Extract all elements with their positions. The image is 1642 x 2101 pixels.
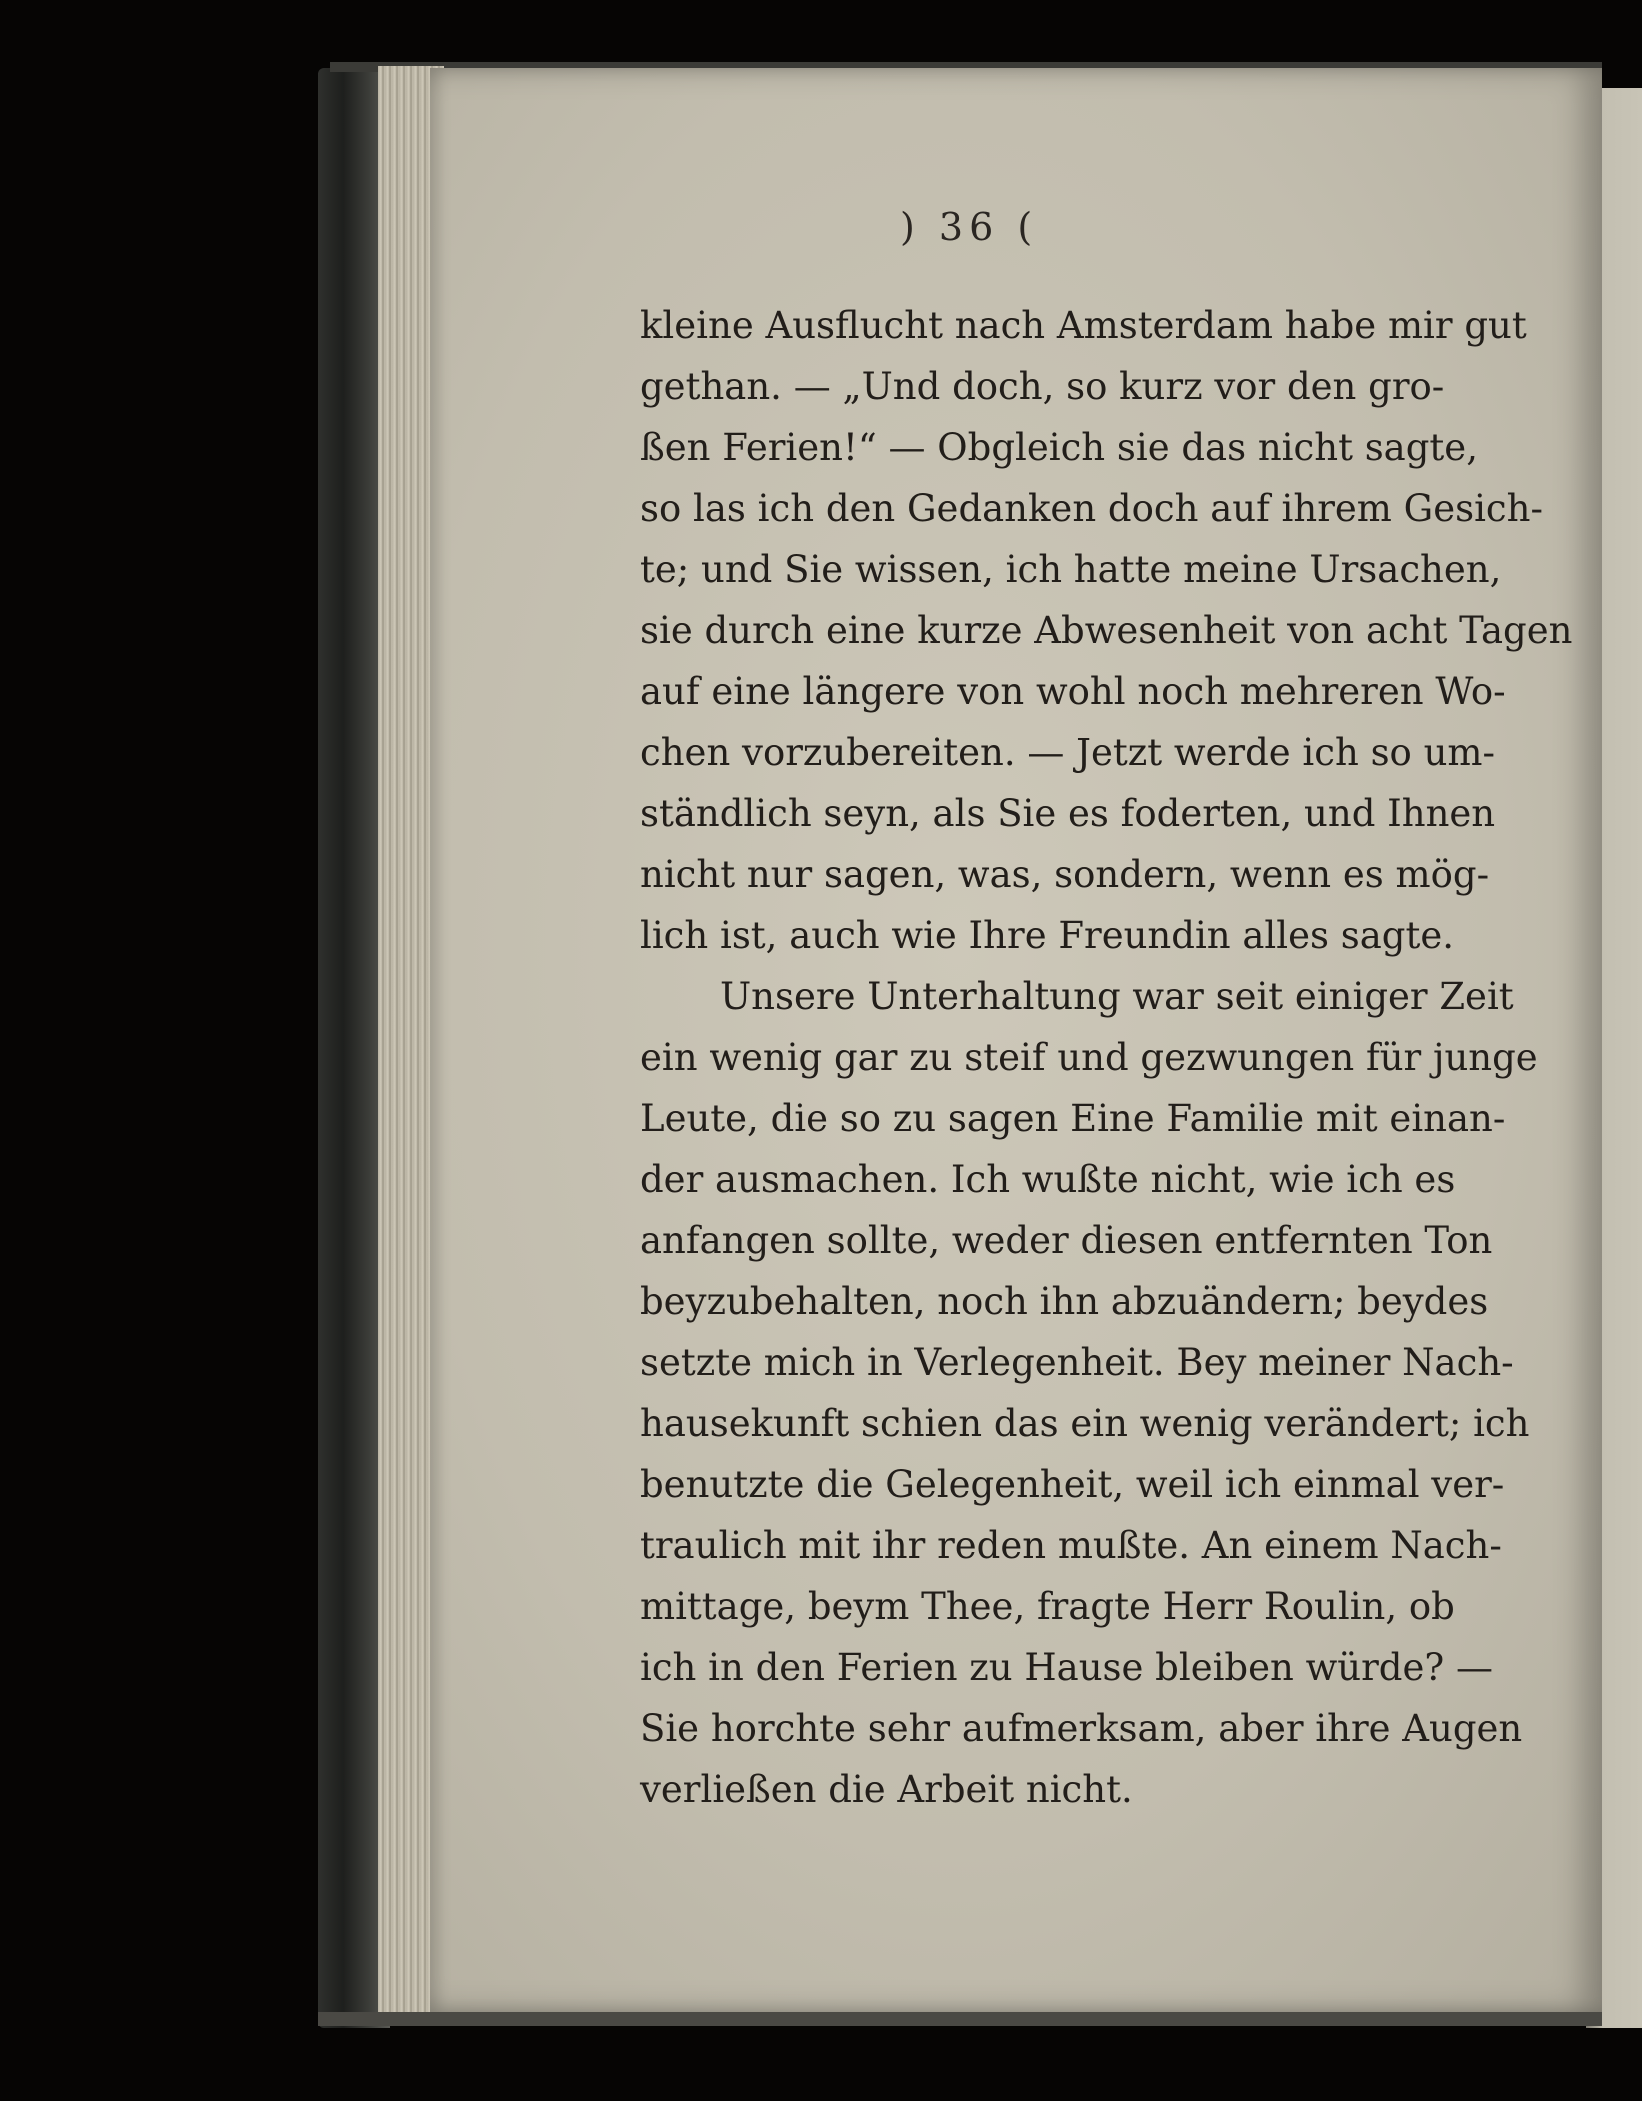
- text-line: Leute, die so zu sagen Eine Familie mit einan-: [640, 1097, 1506, 1140]
- page-number: ) 36 (: [900, 205, 1039, 249]
- text-line: traulich mit ihr reden mußte. An einem Nach-: [640, 1524, 1502, 1567]
- text-line: so las ich den Gedanken doch auf ihrem Gesich-: [640, 487, 1543, 530]
- text-line: beyzubehalten, noch ihn abzuändern; beydes: [640, 1280, 1489, 1323]
- text-line: setzte mich in Verlegenheit. Bey meiner Nach-: [640, 1341, 1514, 1384]
- text-line: verließen die Arbeit nicht.: [640, 1768, 1133, 1811]
- text-line: gethan. — „Und doch, so kurz vor den gro-: [640, 365, 1445, 408]
- text-line: te; und Sie wissen, ich hatte meine Ursachen,: [640, 548, 1502, 591]
- text-line: chen vorzubereiten. — Jetzt werde ich so um-: [640, 731, 1496, 774]
- text-line: sie durch eine kurze Abwesenheit von acht Tagen: [640, 609, 1573, 652]
- text-line: lich ist, auch wie Ihre Freundin alles sagte.: [640, 914, 1454, 957]
- text-line: der ausmachen. Ich wußte nicht, wie ich es: [640, 1158, 1456, 1201]
- text-line: auf eine längere von wohl noch mehreren Wo-: [640, 670, 1506, 713]
- text-line: Sie horchte sehr aufmerksam, aber ihre Augen: [640, 1707, 1523, 1750]
- text-line: ßen Ferien!“ — Obgleich sie das nicht sagte,: [640, 426, 1478, 469]
- book-bottom-edge: [318, 2012, 1602, 2026]
- paragraph-start-line: Unsere Unterhaltung war seit einiger Zeit: [720, 975, 1514, 1018]
- text-line: benutzte die Gelegenheit, weil ich einmal ver-: [640, 1463, 1505, 1506]
- text-line: mittage, beym Thee, fragte Herr Roulin, ob: [640, 1585, 1455, 1628]
- text-line: kleine Ausflucht nach Amsterdam habe mir gut: [640, 304, 1527, 347]
- text-line: ein wenig gar zu steif und gezwungen für junge: [640, 1036, 1538, 1079]
- text-line: nicht nur sagen, was, sondern, wenn es mög-: [640, 853, 1490, 896]
- page-text: [640, 295, 1573, 1820]
- text-line: anfangen sollte, weder diesen entfernten Ton: [640, 1219, 1493, 1262]
- text-line: hausekunft schien das ein wenig verändert; ich: [640, 1402, 1530, 1445]
- text-line: ständlich seyn, als Sie es foderten, und Ihnen: [640, 792, 1496, 835]
- text-line: ich in den Ferien zu Hause bleiben würde? —: [640, 1646, 1493, 1689]
